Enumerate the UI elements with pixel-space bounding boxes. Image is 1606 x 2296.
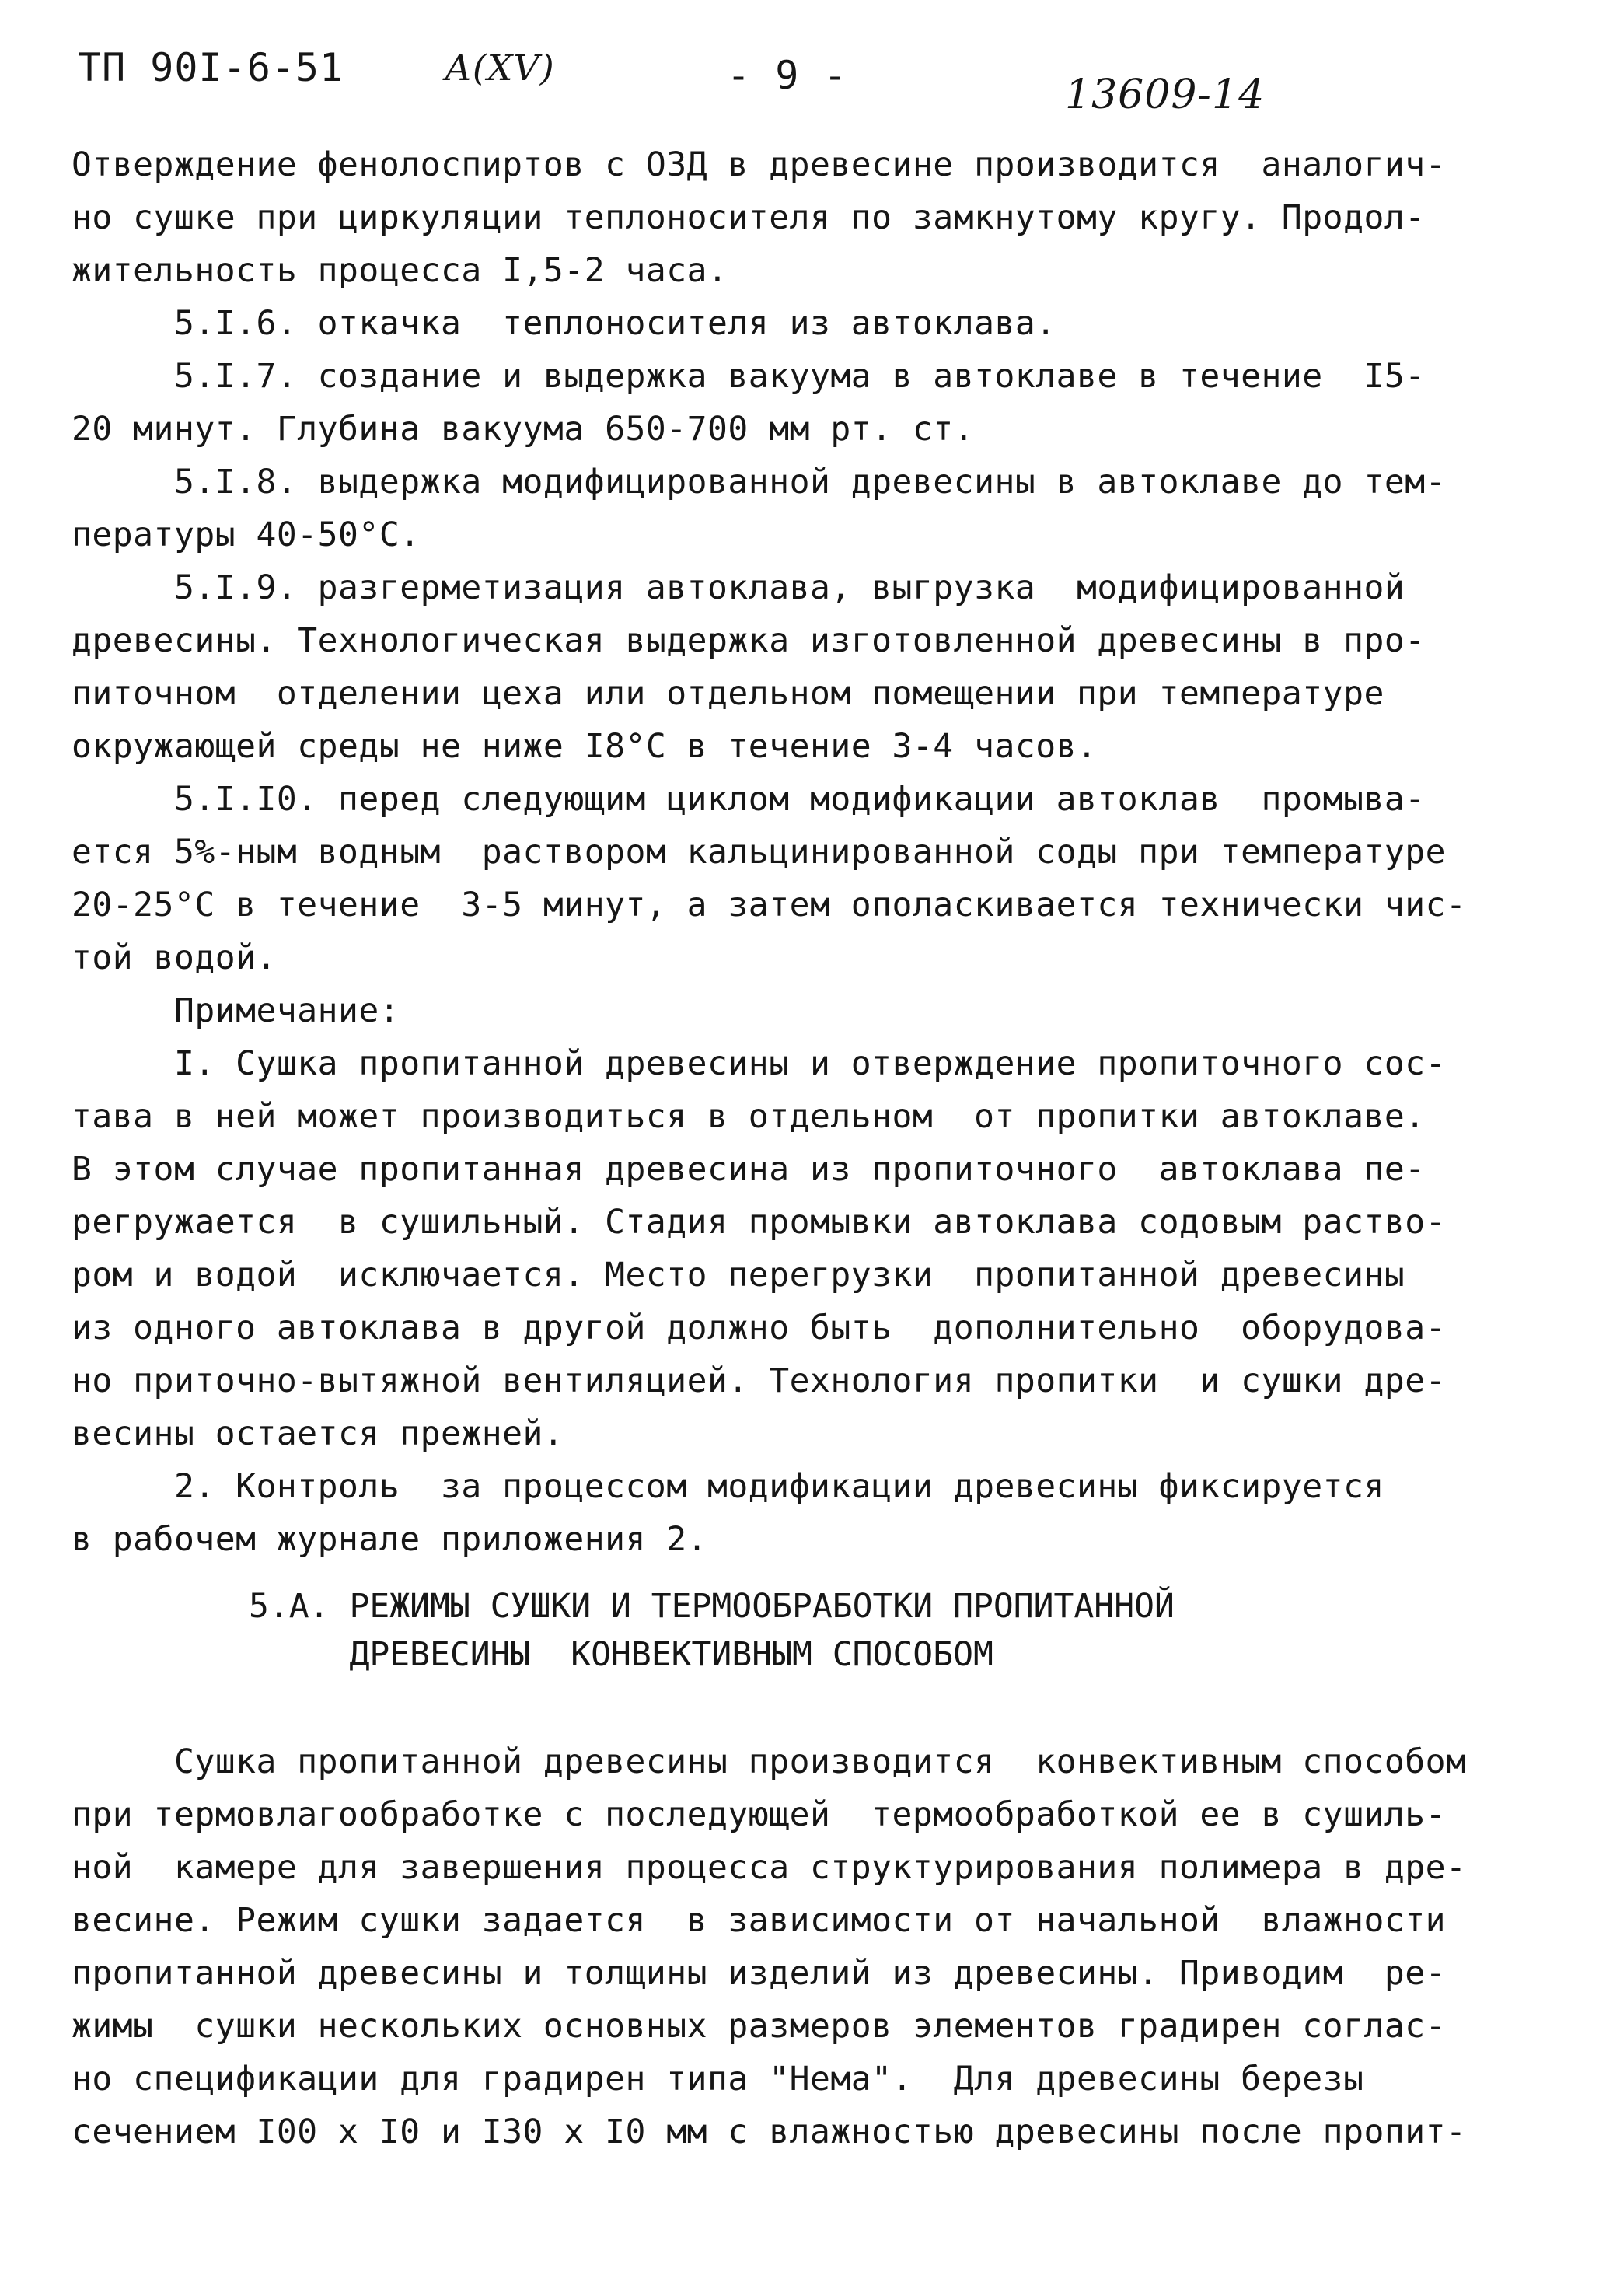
text-line: пературы 40-50°С. — [72, 515, 421, 554]
text-line: регружается в сушильный. Стадия промывки автоклава содовым раство- — [72, 1203, 1447, 1242]
text-line: ется 5%-ным водным раствором кальцинированной соды при температуре — [72, 833, 1447, 872]
text-line: I. Сушка пропитанной древесины и отверждение пропиточного сос- — [72, 1044, 1447, 1083]
section-heading-line: 5.А. РЕЖИМЫ СУШКИ И ТЕРМООБРАБОТКИ ПРОПИТАННОЙ — [249, 1587, 1175, 1626]
text-line: ной камере для завершения процесса структурирования полимера в дре- — [72, 1848, 1467, 1887]
section-heading — [249, 1582, 1415, 1679]
text-line: жительность процесса I,5-2 часа. — [72, 251, 728, 290]
text-line: той водой. — [72, 938, 277, 977]
text-line: сечением I00 x I0 и I30 x I0 мм с влажностью древесины после пропит- — [72, 2113, 1467, 2151]
text-line: древесины. Технологическая выдержка изготовленной древесины в про- — [72, 621, 1426, 660]
text-line: но спецификации для градирен типа "Нема". Для древесины березы — [72, 2060, 1364, 2099]
text-line: из одного автоклава в другой должно быть дополнительно оборудова- — [72, 1309, 1447, 1347]
text-line: 5.I.I0. перед следующим циклом модификации автоклав промыва- — [72, 780, 1426, 819]
text-line: 20-25°С в течение 3-5 минут, а затем ополаскивается технически чис- — [72, 886, 1467, 924]
body-text — [72, 138, 1548, 1566]
text-line: но приточно-вытяжной вентиляцией. Технология пропитки и сушки дре- — [72, 1361, 1447, 1400]
text-line: тава в ней может производиться в отдельном от пропитки автоклаве. — [72, 1097, 1426, 1136]
text-line: весины остается прежней. — [72, 1414, 564, 1453]
text-line: при термовлагообработке с последующей термообработкой ее в сушиль- — [72, 1795, 1447, 1834]
text-line: 5.I.8. выдержка модифицированной древесины в автоклаве до тем- — [72, 463, 1447, 501]
handwritten-reference: 13609-14 — [1065, 72, 1266, 118]
text-line: 20 минут. Глубина вакуума 650-700 мм рт. ст. — [72, 410, 975, 449]
text-line: 5.I.9. разгерметизация автоклава, выгрузка модифицированной — [72, 568, 1405, 607]
text-line: В этом случае пропитанная древесина из пропиточного автоклава пе- — [72, 1150, 1426, 1189]
text-line: но сушке при циркуляции теплоносителя по замкнутому кругу. Продол- — [72, 198, 1426, 237]
text-line: пропитанной древесины и толщины изделий из древесины. Приводим ре- — [72, 1954, 1447, 1993]
section-heading-line: ДРЕВЕСИНЫ КОНВЕКТИВНЫМ СПОСОБОМ — [249, 1635, 993, 1674]
text-line: окружающей среды не ниже I8°С в течение 3-4 часов. — [72, 727, 1098, 766]
text-line: 5.I.6. откачка теплоносителя из автоклава. — [72, 304, 1056, 343]
section-body-text — [72, 1735, 1548, 2158]
text-line: Сушка пропитанной древесины производится конвективным способом — [72, 1742, 1467, 1781]
text-line: 5.I.7. создание и выдержка вакуума в автоклаве в течение I5- — [72, 357, 1426, 396]
document-code: ТП 90I-6-51 — [78, 45, 344, 90]
text-line: питочном отделении цеха или отдельном помещении при температуре — [72, 674, 1384, 713]
handwritten-code: А(XV) — [445, 47, 555, 89]
text-line: 2. Контроль за процессом модификации древесины фиксируется — [72, 1467, 1384, 1506]
text-line: ром и водой исключается. Место перегрузки пропитанной древесины — [72, 1256, 1405, 1295]
text-line: весине. Режим сушки задается в зависимости от начальной влажности — [72, 1901, 1447, 1940]
text-line: жимы сушки нескольких основных размеров элементов градирен соглас- — [72, 2007, 1447, 2046]
text-line: Отверждение фенолоспиртов с ОЗД в древесине производится аналогич- — [72, 145, 1447, 184]
page-number: - 9 - — [727, 53, 848, 98]
text-line: в рабочем журнале приложения 2. — [72, 1520, 708, 1559]
note-label: Примечание: — [72, 991, 400, 1030]
